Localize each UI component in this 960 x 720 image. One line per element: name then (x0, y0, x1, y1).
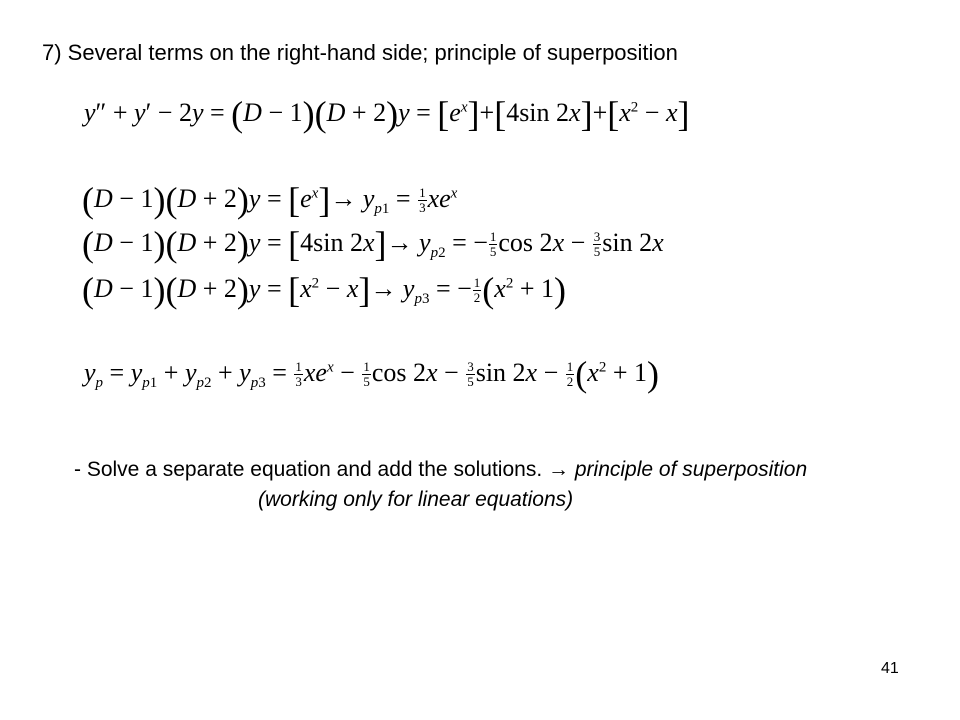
particular-solution-3: $(D - 1)(D + 2)y = [x^2 - x]\to y_{p3}$ = − $\frac{1}{2}$ $(x^2 + 1)$ (82, 270, 566, 310)
note-line-1 (74, 458, 807, 482)
note-linear-caveat: (working only for linear equations) (258, 488, 574, 511)
main-equation-term2: [4sin 2x] (494, 94, 593, 134)
fraction-one-third: $\frac{1}{3}$ (419, 184, 426, 215)
slide-heading: 7) Several terms on the right-hand side; principle of superposition (42, 40, 678, 65)
note-line-2 (258, 488, 573, 512)
fraction-one-fifth: $\frac{1}{5}$ (489, 228, 497, 259)
note-principle-text: principle of superposition (574, 458, 808, 481)
arrow-icon: → (548, 458, 570, 481)
particular-solution-1: $(D - 1)(D + 2)y = [e^x]\to y_{p1}$ = $\frac{1}{3}$ $xe^x$ (82, 180, 458, 220)
main-equation-lhs: y″ + y′ − 2y = (84, 98, 232, 127)
note-text: - Solve a separate equation and add the solutions. (74, 458, 543, 481)
main-equation-term1: $[e^x]$ (437, 94, 480, 134)
superposition-sum-equation: $y_p = y_{p1} + y_{p2} + y_{p3}$ = $\frac{1}{3}$ $xe^x$ − $\frac{1}{5}$ cos 2x − $\frac{3}{5}$ sin 2x − $\frac{1}{2}$ $(x^2 + 1)$ (84, 354, 659, 394)
main-equation-operator: (D − 1)(D + 2)y = (231, 94, 438, 134)
fraction-one-half: $\frac{1}{2}$ (473, 274, 481, 305)
main-equation: $y'' + y' - 2y = (D - 1)(D + 2)y = [e^x]+[4\sin$ $2x]+[x^2 - x]$ (84, 94, 690, 134)
page-number: 41 (881, 660, 899, 677)
fraction-three-fifths: $\frac{3}{5}$ (593, 228, 601, 259)
particular-solution-2: (D − 1)(D + 2)y = [4sin $2x]\to y_{p2}$ = − $\frac{1}{5}$ cos 2x − $\frac{3}{5}$ sin 2x (82, 224, 664, 264)
main-equation-term3: $[x^2 - x]$ (607, 94, 690, 134)
